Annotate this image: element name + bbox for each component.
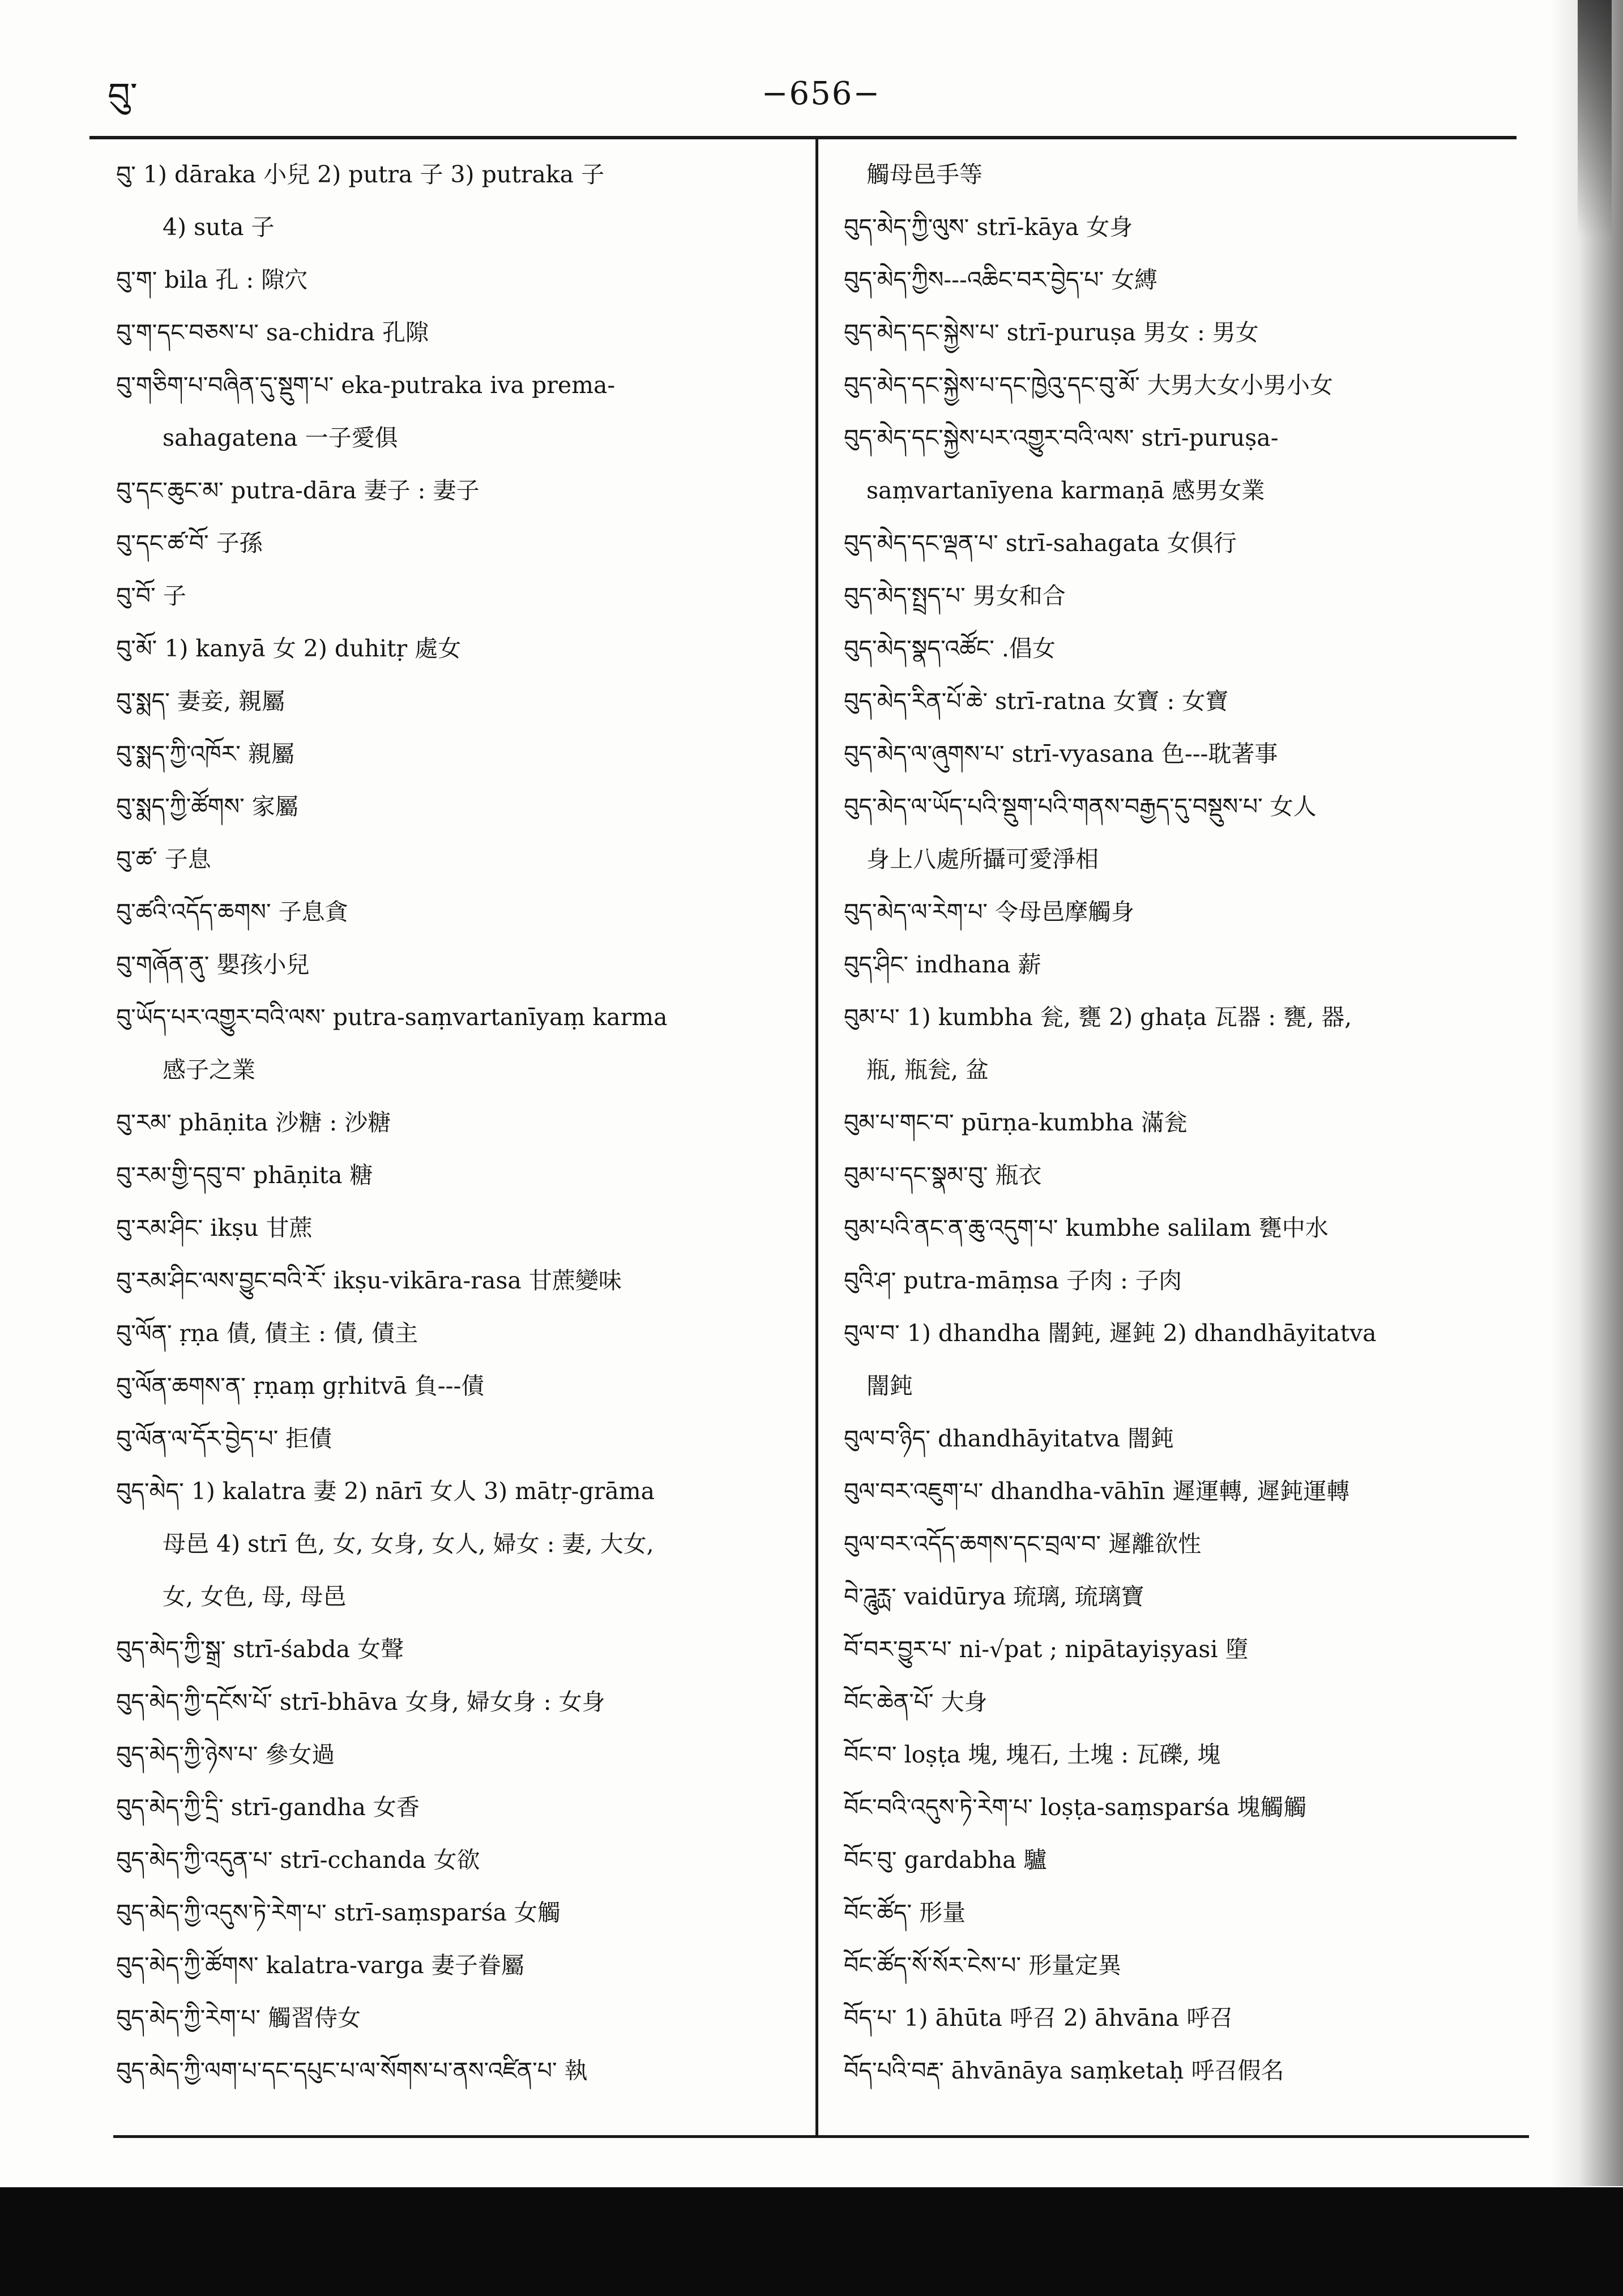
dictionary-entry: བེ་ཌཱུརྻ་ vaidūrya 琉璃, 琉璃寶: [844, 1583, 1144, 1610]
dictionary-entry: བུམ་པའི་ནང་ན་ཆུ་འདུག་པ་ kumbhe salilam 甕中水: [844, 1214, 1329, 1241]
dictionary-entry: བུད་མེད་སྤྲད་པ་ 男女和合: [844, 582, 1066, 609]
dictionary-entry-continuation: 身上八處所攝可愛淨相: [866, 846, 1099, 873]
page-edge-shadow: [1549, 0, 1623, 2186]
dictionary-entry: བུ་བོ་ 子: [116, 582, 186, 609]
dictionary-entry-continuation: 4) suta 子: [163, 214, 275, 241]
dictionary-entry: བོང་བའི་འདུས་ཏེ་རེག་པ་ loṣṭa-saṃsparśa 塊觸觸: [844, 1794, 1307, 1821]
dictionary-entry: བུ་དང་ཚ་བོ་ 子孫: [116, 530, 263, 557]
dictionary-entry: བུ་སྨད་ཀྱི་ཚོགས་ 家屬: [116, 793, 298, 820]
dictionary-entry-continuation: 觸母邑手等: [866, 161, 983, 188]
dictionary-entry: བུད་མེད་ཀྱི་དྲི་ strī-gandha 女香: [116, 1794, 420, 1821]
dictionary-entry-continuation: 感子之業: [163, 1056, 255, 1083]
dictionary-entry-continuation: 闇鈍: [866, 1372, 913, 1399]
dictionary-entry: བུ་ 1) dāraka 小兒 2) putra 子 3) putraka 子: [116, 161, 605, 188]
dictionary-entry: བུད་མེད་ཀྱི་འདུན་པ་ strī-cchanda 女欲: [116, 1846, 480, 1873]
dictionary-entry: བུད་མེད་ལ་ཞུགས་པ་ strī-vyasana 色---耽著事: [844, 740, 1278, 767]
dictionary-entry: བུམ་པ་ 1) kumbha 瓮, 甕 2) ghaṭa 瓦器 : 甕, 器,: [844, 1004, 1352, 1031]
dictionary-entry: བུད་མེད་སྣད་འཚོང་ .倡女: [844, 635, 1056, 662]
dictionary-entry: བུད་མེད་ཀྱི་ལུས་ strī-kāya 女身: [844, 214, 1133, 241]
dictionary-entry: བུད་མེད་ཀྱི་འདུས་ཏེ་རེག་པ་ strī-saṃsparśa 女觸: [116, 1899, 561, 1926]
dictionary-entry: བུ་ལོན་ ṛṇa 債, 債主 : 債, 債主: [116, 1320, 418, 1347]
dictionary-entry: བུམ་པ་གང་བ་ pūrṇa-kumbha 滿瓮: [844, 1109, 1188, 1136]
dictionary-entry: བུལ་བ་ཉིད་ dhandhāyitatva 闇鈍: [844, 1425, 1174, 1452]
dictionary-entry: བུད་མེད་ལ་ཡོད་པའི་སྡུག་པའི་གནས་བརྒྱད་དུ་བསྡུས་པ་ 女人: [844, 793, 1317, 820]
dictionary-entry: བོང་བ་ loṣṭa 塊, 塊石, 土塊 : 瓦礫, 塊: [844, 1741, 1221, 1768]
dictionary-entry: བུད་མེད་རིན་པོ་ཆེ་ strī-ratna 女寶 : 女寶: [844, 688, 1229, 715]
dictionary-entry: བུད་མེད་དང་ལྡན་པ་ strī-sahagata 女俱行: [844, 530, 1237, 557]
dictionary-entry: བུད་མེད་ཀྱིས---འཆིང་བར་བྱེད་པ་ 女縛: [844, 266, 1158, 293]
dictionary-entry: བུད་མེད་དང་སྐྱེས་པ་ strī-puruṣa 男女 : 男女: [844, 319, 1259, 346]
dictionary-entry: བུ་ག་ bila 孔 : 隙穴: [116, 266, 308, 293]
right-column: [844, 148, 1532, 2097]
dictionary-entry-continuation: 瓶, 瓶瓮, 盆: [866, 1056, 989, 1083]
dictionary-entry: བུད་མེད་ 1) kalatra 妻 2) nārī 女人 3) mātṛ-grāma: [116, 1478, 655, 1505]
dictionary-entry: བུ་ལོན་ལ་དོར་བྱེད་པ་ 拒債: [116, 1425, 332, 1452]
dictionary-entry: བུ་ཚའི་འདོད་ཆགས་ 子息貪: [116, 898, 348, 925]
left-column: [116, 148, 804, 2097]
scan-bottom-border: [0, 2187, 1623, 2296]
dictionary-entry: བུད་མེད་ལ་རེག་པ་ 令母邑摩觸身: [844, 898, 1135, 925]
dictionary-entry-continuation: saṃvartanīyena karmaṇā 感男女業: [866, 477, 1265, 504]
dictionary-entry: བུ་དང་ཆུང་མ་ putra-dāra 妻子 : 妻子: [116, 477, 480, 504]
top-rule: [89, 136, 1517, 139]
dictionary-entry: བུད་མེད་ཀྱི་དངོས་པོ་ strī-bhāva 女身, 婦女身 : 女身: [116, 1688, 605, 1715]
dictionary-entry: བུ་རམ་ཤིང་ ikṣu 甘蔗: [116, 1214, 313, 1241]
dictionary-entry: བུའི་ཤ་ putra-māṃsa 子肉 : 子肉: [844, 1267, 1182, 1294]
dictionary-entry: བོང་ཚོད་སོ་སོར་ངེས་པ་ 形量定異: [844, 1952, 1122, 1979]
dictionary-entry: བུ་རམ་གྱི་དབུ་བ་ phāṇita 糖: [116, 1162, 373, 1189]
dictionary-entry: བུད་མེད་ཀྱི་ལག་པ་དང་དཔུང་པ་ལ་སོགས་པ་ནས་འཛིན་པ་ 執: [116, 2057, 588, 2084]
dictionary-entry: བོད་པ་ 1) āhūta 呼召 2) āhvāna 呼召: [844, 2004, 1233, 2032]
page-number: −656−: [761, 75, 881, 112]
dictionary-entry: བུམ་པ་དང་སྣམ་བུ་ 瓶衣: [844, 1162, 1042, 1189]
dictionary-entry: བུད་མེད་ཀྱི་རེག་པ་ 觸習侍女: [116, 2004, 361, 2032]
dictionary-entry: བོང་བུ་ gardabha 驢: [844, 1846, 1047, 1873]
dictionary-entry: བུད་མེད་ཀྱི་སྒྲ་ strī-śabda 女聲: [116, 1636, 404, 1663]
dictionary-entry: བོ་བར་བྱུར་པ་ ni-√pat ; nipātayiṣyasi 墮: [844, 1636, 1249, 1663]
dictionary-entry: བུལ་བ་ 1) dhandha 闇鈍, 遲鈍 2) dhandhāyitatva: [844, 1320, 1377, 1347]
dictionary-entry: བུལ་བར་འཇུག་པ་ dhandha-vāhīn 遲運轉, 遲鈍運轉: [844, 1478, 1350, 1505]
dictionary-entry: བུ་རམ་ phāṇita 沙糖 : 沙糖: [116, 1109, 391, 1136]
dictionary-entry: བོང་ཆེན་པོ་ 大身: [844, 1688, 988, 1715]
dictionary-entry: བུ་ལོན་ཆགས་ན་ ṛṇaṃ gṛhitvā 負---債: [116, 1372, 485, 1399]
column-divider: [815, 138, 818, 2135]
dictionary-entry-continuation: 母邑 4) strī 色, 女, 女身, 女人, 婦女 : 妻, 大女,: [163, 1530, 654, 1557]
dictionary-entry: བུ་ཚ་ 子息: [116, 846, 211, 873]
dictionary-entry: བུ་སྨད་ཀྱི་འཁོར་ 親屬: [116, 740, 294, 767]
dictionary-entry: བུ་གཞོན་ནུ་ 嬰孩小兒: [116, 951, 310, 978]
dictionary-entry-continuation: sahagatena 一子愛俱: [163, 424, 398, 451]
dictionary-entry: བུ་མོ་ 1) kanyā 女 2) duhitṛ 處女: [116, 635, 462, 662]
dictionary-entry: བུ་རམ་ཤིང་ལས་བྱུང་བའི་རོ་ ikṣu-vikāra-rasa 甘蔗變味: [116, 1267, 622, 1294]
dictionary-entry: བུད་མེད་དང་སྐྱེས་པ་དང་ཁྱེའུ་དང་བུ་མོ་ 大男大女小男小女: [844, 372, 1333, 399]
dictionary-entry: བུད་མེད་ཀྱི་ཉེས་པ་ 參女過: [116, 1741, 335, 1768]
dictionary-entry: བོང་ཚོད་ 形量: [844, 1899, 966, 1926]
bottom-rule: [113, 2135, 1529, 2138]
dictionary-entry-continuation: 女, 女色, 母, 母邑: [163, 1583, 347, 1610]
page-edge-shadow-top: [1578, 0, 1612, 238]
dictionary-entry: བུད་ཤིང་ indhana 薪: [844, 951, 1041, 978]
dictionary-entry: བུད་མེད་དང་སྐྱེས་པར་འགྱུར་བའི་ལས་ strī-puruṣa-: [844, 424, 1279, 451]
dictionary-entry: བོད་པའི་བརྡ་ āhvānāya saṃketaḥ 呼召假名: [844, 2057, 1284, 2084]
dictionary-entry: བུད་མེད་ཀྱི་ཚོགས་ kalatra-varga 妻子眷屬: [116, 1952, 524, 1979]
running-head-letter: བུ་: [108, 75, 138, 116]
dictionary-entry: བུ་གཅིག་པ་བཞིན་དུ་སྡུག་པ་ eka-putraka iva prema-: [116, 372, 616, 399]
dictionary-entry: བུ་ག་དང་བཅས་པ་ sa-chidra 孔隙: [116, 319, 429, 346]
dictionary-entry: བུ་ཡོད་པར་འགྱུར་བའི་ལས་ putra-saṃvartanīyaṃ karma: [116, 1004, 668, 1031]
dictionary-entry: བུལ་བར་འདོད་ཆགས་དང་བྲལ་བ་ 遲離欲性: [844, 1530, 1202, 1557]
dictionary-entry: བུ་སྨད་ 妻妾, 親屬: [116, 688, 285, 715]
